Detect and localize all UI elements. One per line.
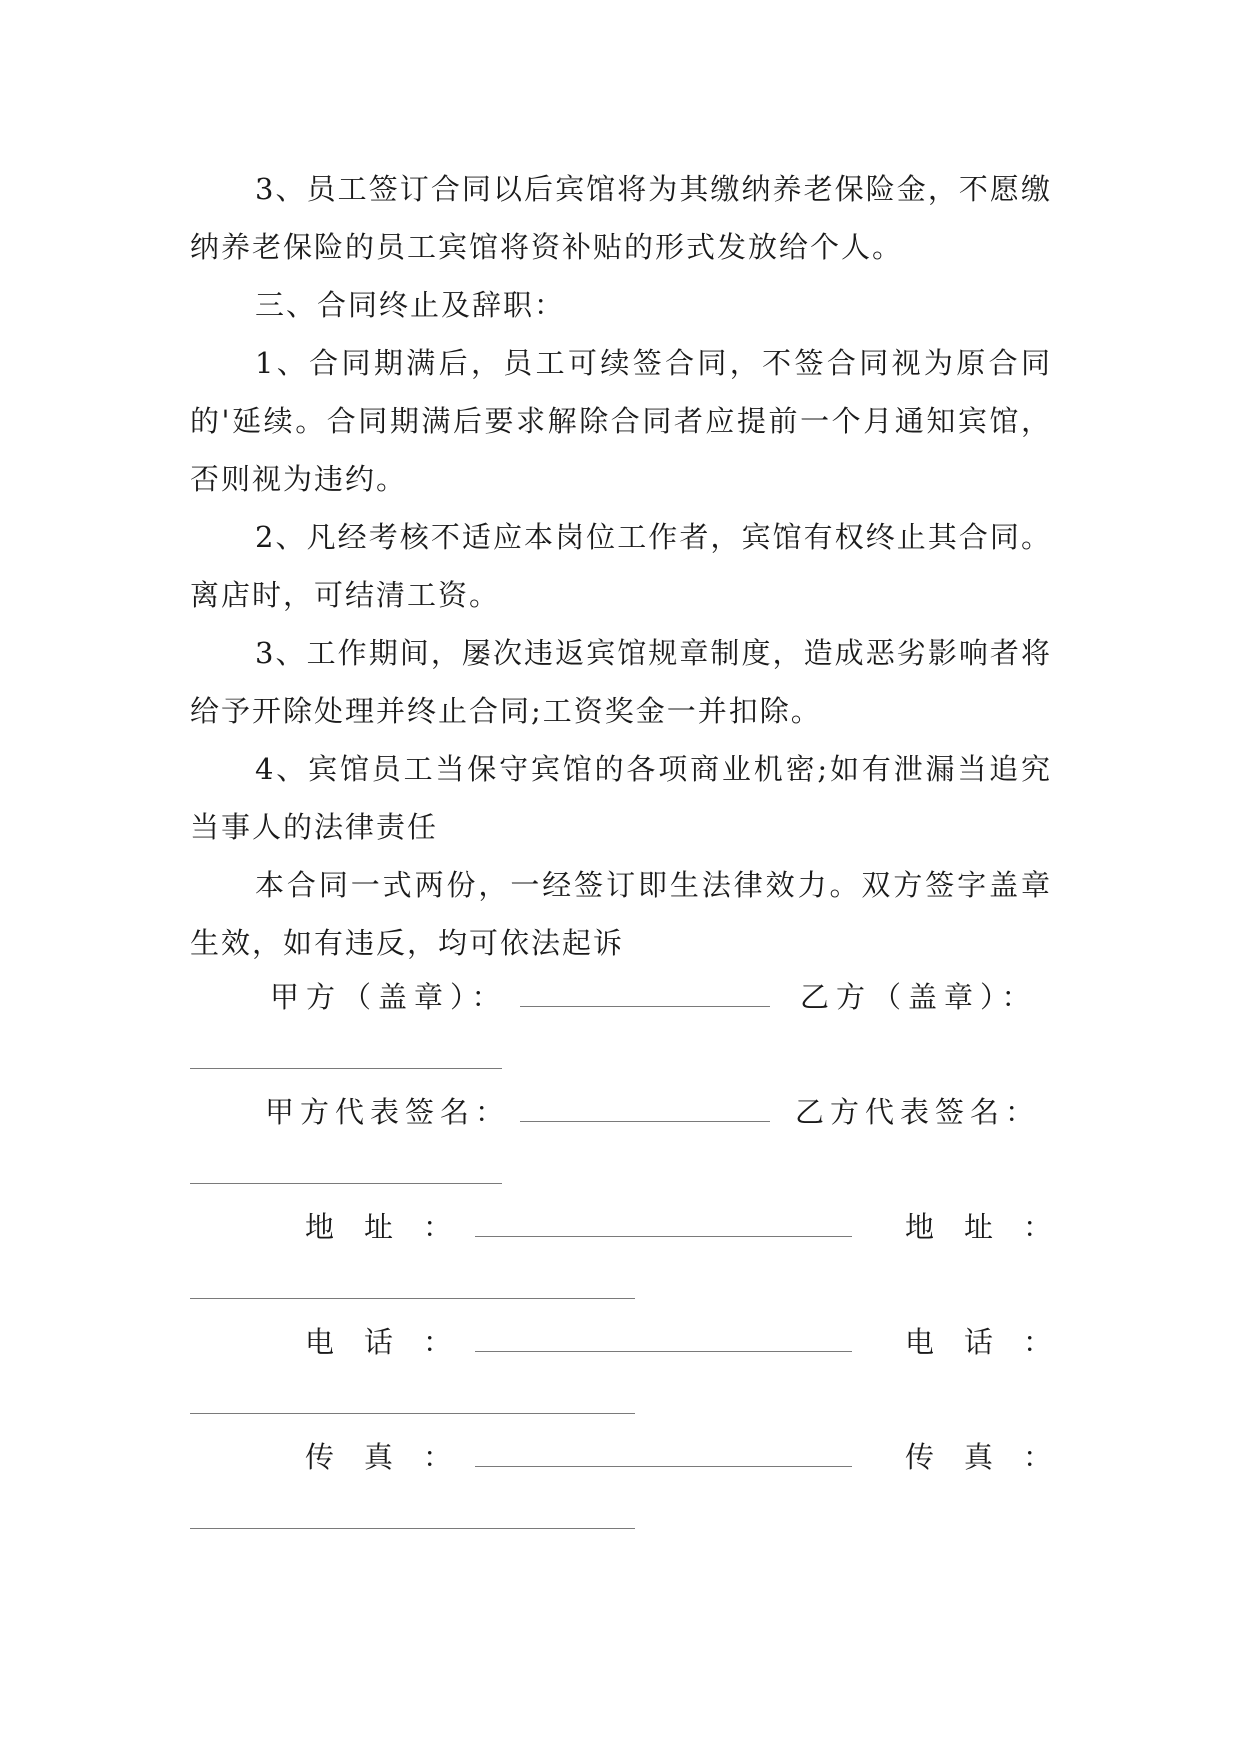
party-b-rep-label: 乙方代表签名： [795,1095,1041,1129]
fax-a-label: 传真： [305,1440,483,1474]
phone-a-label: 电话： [305,1325,483,1359]
fax-a-field[interactable] [475,1466,852,1467]
address-a-field[interactable] [475,1236,852,1237]
address-b-label: 地址： [905,1210,1083,1244]
fax-b-field[interactable] [190,1528,635,1529]
clause-assessment: 2、凡经考核不适应本岗位工作者，宾馆有权终止其合同。离店时，可结清工资。 [190,520,1052,612]
phone-b-field[interactable] [190,1413,635,1414]
phone-row [190,1313,1083,1371]
seal-row [190,968,1052,1026]
fax-b-label: 传真： [905,1440,1083,1474]
clause-renewal: 1、合同期满后，员工可续签合同，不签合同视为原合同的'延续。合同期满后要求解除合同者应提前一个月通知宾馆，否则视为违约。 [190,346,1052,496]
phone-b-label: 电话： [905,1325,1083,1359]
party-a-seal-label: 甲方（盖章）： [270,980,508,1014]
representative-row [190,1083,1052,1141]
address-a-label: 地址： [305,1210,483,1244]
phone-a-field[interactable] [475,1351,852,1352]
fax-row [190,1428,1083,1486]
party-b-rep-field[interactable] [190,1183,502,1184]
contract-body [190,160,1052,972]
party-a-seal-field[interactable] [520,1006,770,1007]
clause-validity: 本合同一式两份，一经签订即生法律效力。双方签字盖章生效，如有违反，均可依法起诉 [190,868,1052,960]
section-heading-termination: 三、合同终止及辞职： [255,288,566,322]
party-a-rep-field[interactable] [520,1121,770,1122]
party-b-seal-label: 乙方（盖章）： [800,980,1038,1014]
clause-pension: 3、员工签订合同以后宾馆将为其缴纳养老保险金，不愿缴纳养老保险的员工宾馆将资补贴的形式发放给个人。 [190,172,1052,264]
party-a-rep-label: 甲方代表签名： [265,1095,511,1129]
address-b-field[interactable] [190,1298,635,1299]
address-row [190,1198,1083,1256]
clause-confidentiality: 4、宾馆员工当保守宾馆的各项商业机密;如有泄漏当追究当事人的法律责任 [190,752,1052,844]
clause-dismissal: 3、工作期间，屡次违返宾馆规章制度，造成恶劣影响者将给予开除处理并终止合同;工资奖金一并扣除。 [190,636,1052,728]
party-b-seal-field[interactable] [190,1068,502,1069]
